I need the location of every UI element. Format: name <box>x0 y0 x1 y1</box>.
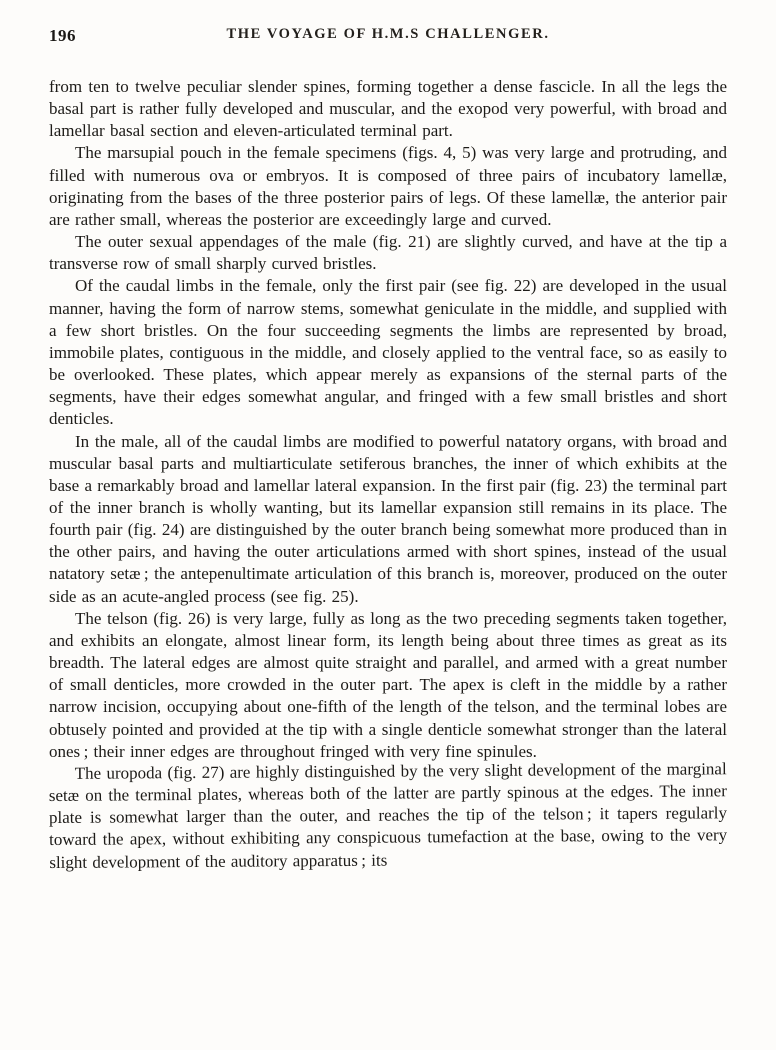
paragraph: The uropoda (fig. 27) are highly distinguished by the very slight development of the marginal setæ on the terminal plates, whereas both of the latter are partly spinous at the edges. The inner plate is somewhat larger than the outer, and reaches the tip of the telson ; it tapers regularly toward the apex, without exhibiting any conspicuous tumefaction at the base, owing to the very slight development of the auditory apparatus ; its <box>48 759 728 872</box>
paragraph: from ten to twelve peculiar slender spines, forming together a dense fascicle. In all the legs the basal part is rather fully developed and muscular, and the exopod very powerful, with broad and lamellar basal section and eleven-articulated terminal part. <box>49 77 727 141</box>
page-body <box>49 76 727 874</box>
page-header <box>49 26 727 48</box>
paragraph: The marsupial pouch in the female specimens (figs. 4, 5) was very large and protruding, and filled with numerous ova or embryos. It is composed of three pairs of incubatory lamellæ, originating from the bases of the three posterior pairs of legs. Of these lamellæ, the anterior pair are rather small, whereas the posterior are exceedingly large and curved. <box>49 143 727 229</box>
paragraph: The outer sexual appendages of the male (fig. 21) are slightly curved, and have at the tip a transverse row of small sharply curved bristles. <box>49 232 727 274</box>
running-title: THE VOYAGE OF H.M.S CHALLENGER. <box>226 26 550 42</box>
paragraph: Of the caudal limbs in the female, only the first pair (see fig. 22) are developed in the usual manner, having the form of narrow stems, somewhat geniculate in the middle, and supplied with a few short bristles. On the four succeeding segments the limbs are represented by broad, immobile plates, contiguous in the middle, and closely applied to the ventral face, so as easily to be overlooked. These plates, which appear merely as expansions of the sternal parts of the segments, have their edges somewhat angular, and fringed with a few small bristles and short denticles. <box>49 276 727 429</box>
page-number: 196 <box>49 26 76 45</box>
paragraph: The telson (fig. 26) is very large, fully as long as the two preceding segments taken together, and exhibits an elongate, almost linear form, its length being about three times as great as its breadth. The lateral edges are almost quite straight and parallel, and armed with a great number of small denticles, more crowded in the outer part. The apex is cleft in the middle by a rather narrow incision, occupying about one-fifth of the length of the telson, and the terminal lobes are obtusely pointed and provided at the tip with a single denticle somewhat stronger than the lateral ones ; their inner edges are throughout fringed with very fine spinules. <box>49 608 727 761</box>
paragraph: In the male, all of the caudal limbs are modified to powerful natatory organs, with broad and muscular basal parts and multiarticulate setiferous branches, the inner of which exhibits at the base a remarkably broad and lamellar lateral expansion. In the first pair (fig. 23) the terminal part of the inner branch is wholly wanting, but its lamellar expansion still remains in its place. The fourth pair (fig. 24) are distinguished by the outer branch being somewhat more produced than in the other pairs, and having the outer articulations armed with short spines, instead of the usual natatory setæ ; the antepenultimate articulation of this branch is, moreover, produced on the outer side as an acute-angled process (see fig. 25). <box>49 431 727 606</box>
